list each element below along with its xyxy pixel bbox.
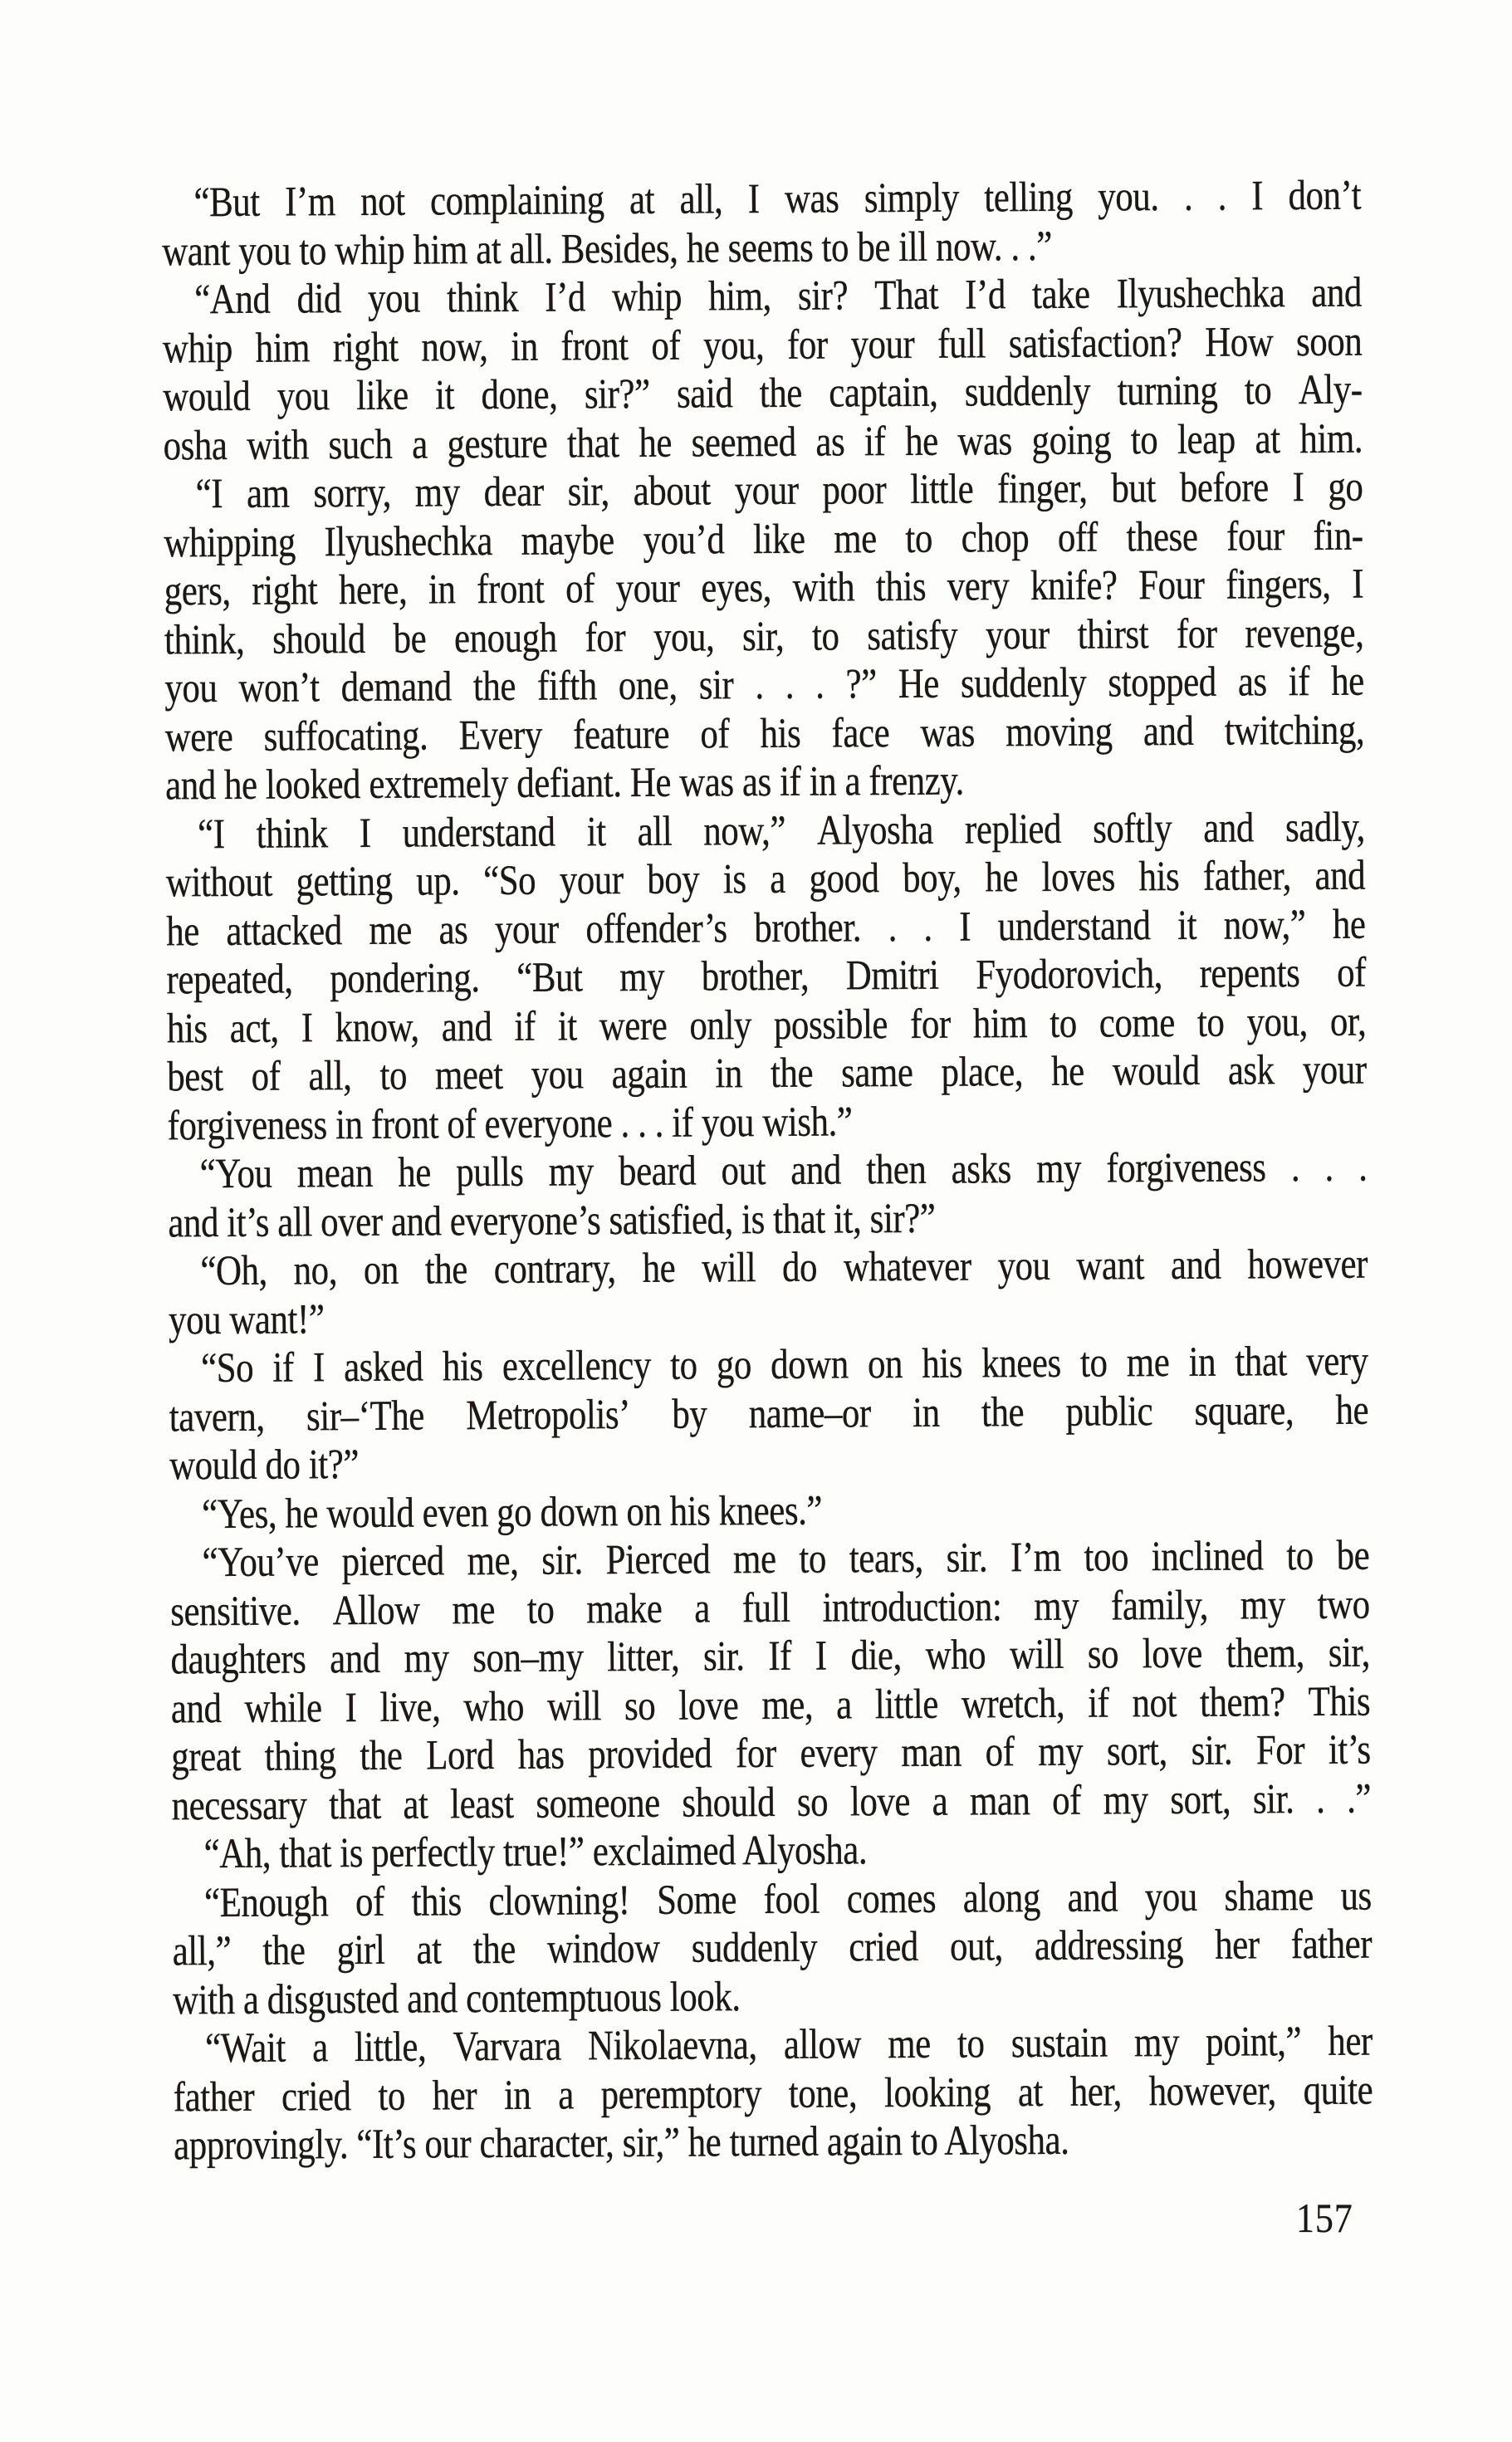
text-line: think, should be enough for you, sir, to satisfy your thirst for revenge, — [164, 609, 1364, 663]
text-line: you want!” — [168, 1295, 325, 1343]
text-line: gers, right here, in front of your eyes, with this very knife? Four fingers, I — [164, 560, 1364, 615]
text-line: were suffocating. Every feature of his face was moving and twitching, — [164, 707, 1365, 761]
text-line: and it’s all over and everyone’s satisfied, is that it, sir?” — [168, 1195, 936, 1246]
text-line: want you to whip him at all. Besides, he seems to be ill now. . .” — [162, 223, 1053, 275]
text-line: osha with such a gesture that he seemed as if he was going to leap at him. — [163, 415, 1363, 469]
text-line: “But I’m not complaining at all, I was simply telling you. . . I don’t — [193, 172, 1362, 227]
text-line: forgiveness in front of everyone . . . if you wish.” — [167, 1098, 853, 1149]
text-line: “Ah, that is perfectly true!” exclaimed Alyosha. — [203, 1827, 868, 1878]
text-line: “You mean he pulls my beard out and then asks my forgiveness . . . — [199, 1143, 1368, 1198]
text-line: and he looked extremely defiant. He was as if in a frenzy. — [164, 757, 965, 810]
text-line: without getting up. “So your boy is a good boy, he loves his father, and — [165, 852, 1366, 907]
text-line: whipping Ilyushechka maybe you’d like me to chop off these four fin- — [164, 512, 1363, 566]
page-text — [162, 172, 1374, 2170]
text-line: whip him right now, in front of you, for your full satisfaction? How soon — [162, 318, 1363, 372]
text-line: great thing the Lord has provided for every man of my sort, sir. For it’s — [171, 1726, 1371, 1781]
text-line: “Enough of this clowning! Some fool comes along and you shame us — [203, 1872, 1372, 1926]
text-line: would you like it done, sir?” said the captain, suddenly turning to Aly- — [163, 366, 1363, 421]
text-line: sensitive. Allow me to make a full introduction: my family, my two — [170, 1581, 1370, 1635]
text-line: necessary that at least someone should so love a man of my sort, sir. . .” — [171, 1775, 1372, 1829]
text-line: you won’t demand the fifth one, sir . . . ?” He suddenly stopped as if he — [164, 658, 1364, 712]
text-line: “I think I understand it all now,” Alyosha replied softly and sadly, — [197, 804, 1366, 858]
text-line: “And did you think I’d whip him, sir? That I’d take Ilyushechka and — [194, 269, 1363, 324]
text-line: “So if I asked his excellency to go down on his knees to me in that very — [200, 1338, 1368, 1392]
text-line: with a disgusted and contemptuous look. — [172, 1973, 741, 2024]
text-line: and while I live, who will so love me, a little wretch, if not them? This — [170, 1678, 1371, 1732]
text-line: “I am sorry, my dear sir, about your poor little finger, but before I go — [195, 463, 1363, 518]
text-line: tavern, sir–‘The Metropolis’ by name–or in the public square, he — [169, 1387, 1369, 1441]
text-line: best of all, to meet you again in the same place, he would ask your — [167, 1046, 1367, 1101]
text-line: “Oh, no, on the contrary, he will do whatever you want and however — [200, 1241, 1368, 1295]
text-line: would do it?” — [169, 1441, 360, 1490]
text-line: approvingly. “It’s our character, sir,” he turned again to Alyosha. — [173, 2117, 1069, 2170]
text-line: all,” the girl at the window suddenly cried out, addressing her father — [172, 1921, 1373, 1975]
text-line: father cried to her in a peremptory tone, looking at her, however, quite — [173, 2067, 1373, 2121]
text-line: repeated, pondering. “But my brother, Dmitri Fyodorovich, repents of — [166, 949, 1367, 1004]
text-line: his act, I know, and if it were only possible for him to come to you, or, — [166, 998, 1367, 1052]
text-line: daughters and my son–my litter, sir. If I die, who will so love them, sir, — [170, 1629, 1371, 1684]
text-line: he attacked me as your offender’s brother. . . I understand it now,” he — [166, 901, 1366, 955]
text-line: “You’ve pierced me, sir. Pierced me to tears, sir. I’m too inclined to be — [202, 1532, 1370, 1587]
text-line: “Yes, he would even go down on his knees.” — [201, 1487, 823, 1538]
text-line: “Wait a little, Varvara Nikolaevna, allow me to sustain my point,” her — [204, 2018, 1373, 2073]
page-number: 157 — [1296, 2195, 1353, 2241]
